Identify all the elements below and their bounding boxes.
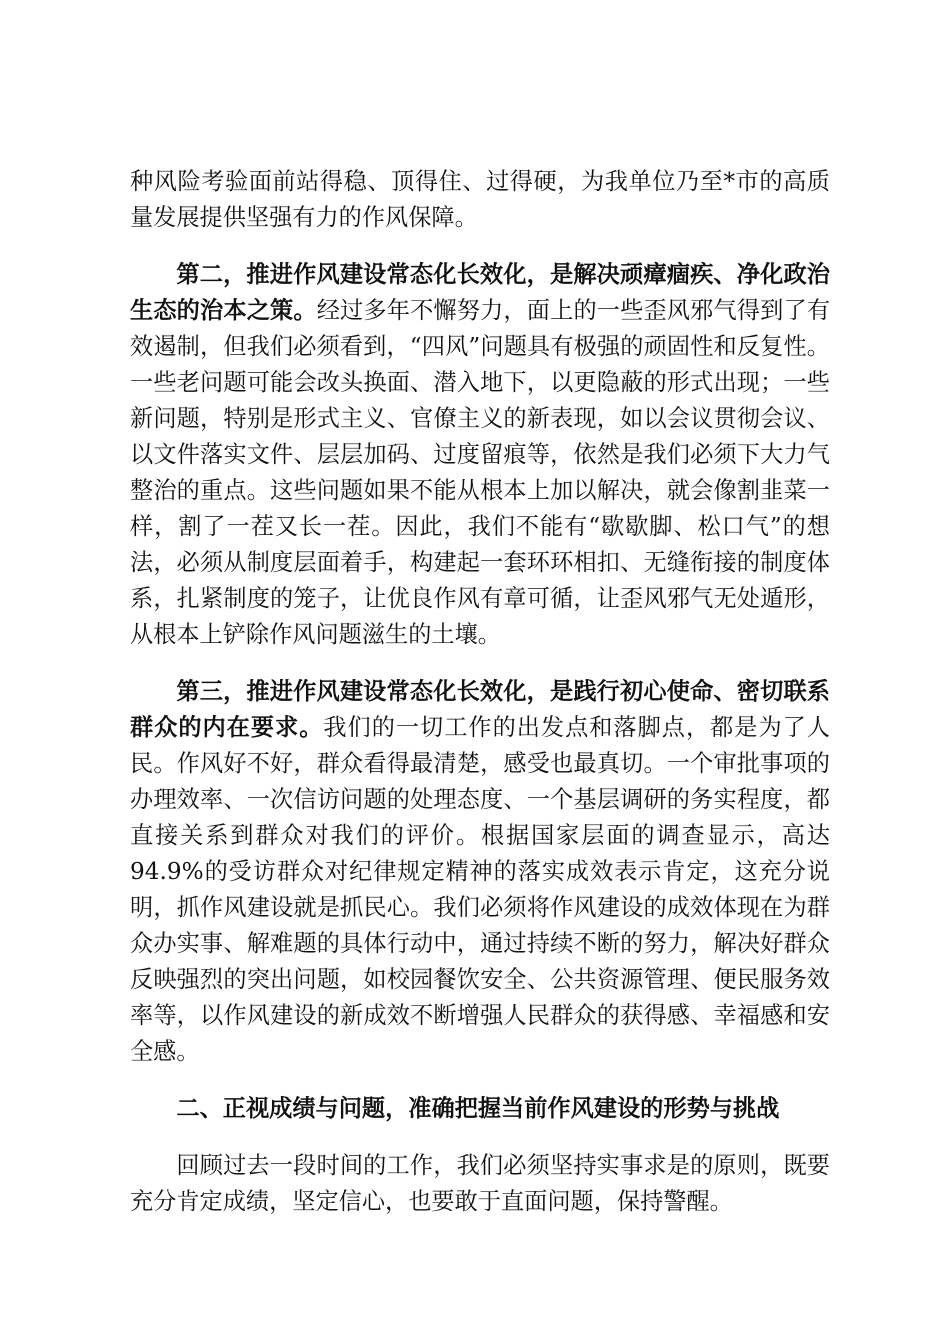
paragraph-second-body: 经过多年不懈努力，面上的一些歪风邪气得到了有效遏制，但我们必须看到，“四风”问题具有极强的顽固性和反复性。一些老问题可能会改头换面、潜入地下，以更隐蔽的形式出现；一些新问题，特别是形式主义、官僚主义的新表现，如以会议贯彻会议、以文件落实文件、层层加码、过度留痕等，依然是我们必须下大力气整治的重点。这些问题如果不能从根本上加以解决，就会像割韭菜一样，割了一茬又长一茬。因此，我们不能有“歇歇脚、松口气”的想法，必须从制度层面着手，构建起一套环环相扣、无缝衔接的制度体系，扎紧制度的笼子，让优良作风有章可循，让歪风邪气无处遁形，从根本上铲除作风问题滋生的土壤。 [130,297,831,648]
paragraph-third-point [130,674,830,1070]
paragraph-third-lead: 第三，推进作风建设常态化长效化，是践行初心使命、密切联系群众的内在要求。 [130,678,830,741]
document-page [130,164,830,1241]
paragraph-third-body: 我们的一切工作的出发点和落脚点，都是为了人民。作风好不好，群众看得最清楚，感受也最真切。一个审批事项的办理效率、一次信访问题的处理态度、一个基层调研的务实程度，都直接关系到群众对我们的评价。根据国家层面的调查显示，高达94.9%的受访群众对纪律规定精神的落实成效表示肯定，这充分说明，抓作风建设就是抓民心。我们必须将作风建设的成效体现在为群众办实事、解难题的具体行动中，通过持续不断的努力，解决好群众反映强烈的突出问题，如校园餐饮安全、公共资源管理、便民服务效率等，以作风建设的新成效不断增强人民群众的获得感、幸福感和安全感。 [130,714,830,1065]
paragraph-second-lead: 第二，推进作风建设常态化长效化，是解决顽瘴痼疾、净化政治生态的治本之策。 [130,261,830,324]
paragraph-second-point [130,257,830,653]
paragraph-review: 回顾过去一段时间的工作，我们必须坚持实事求是的原则，既要充分肯定成绩，坚定信心，也要敢于直面问题，保持警醒。 [130,1152,830,1215]
paragraph-continuation: 种风险考验面前站得稳、顶得住、过得硬，为我单位乃至*市的高质量发展提供坚强有力的作风保障。 [130,168,830,231]
section-heading: 二、正视成绩与问题，准确把握当前作风建设的形势与挑战 [176,1095,780,1122]
